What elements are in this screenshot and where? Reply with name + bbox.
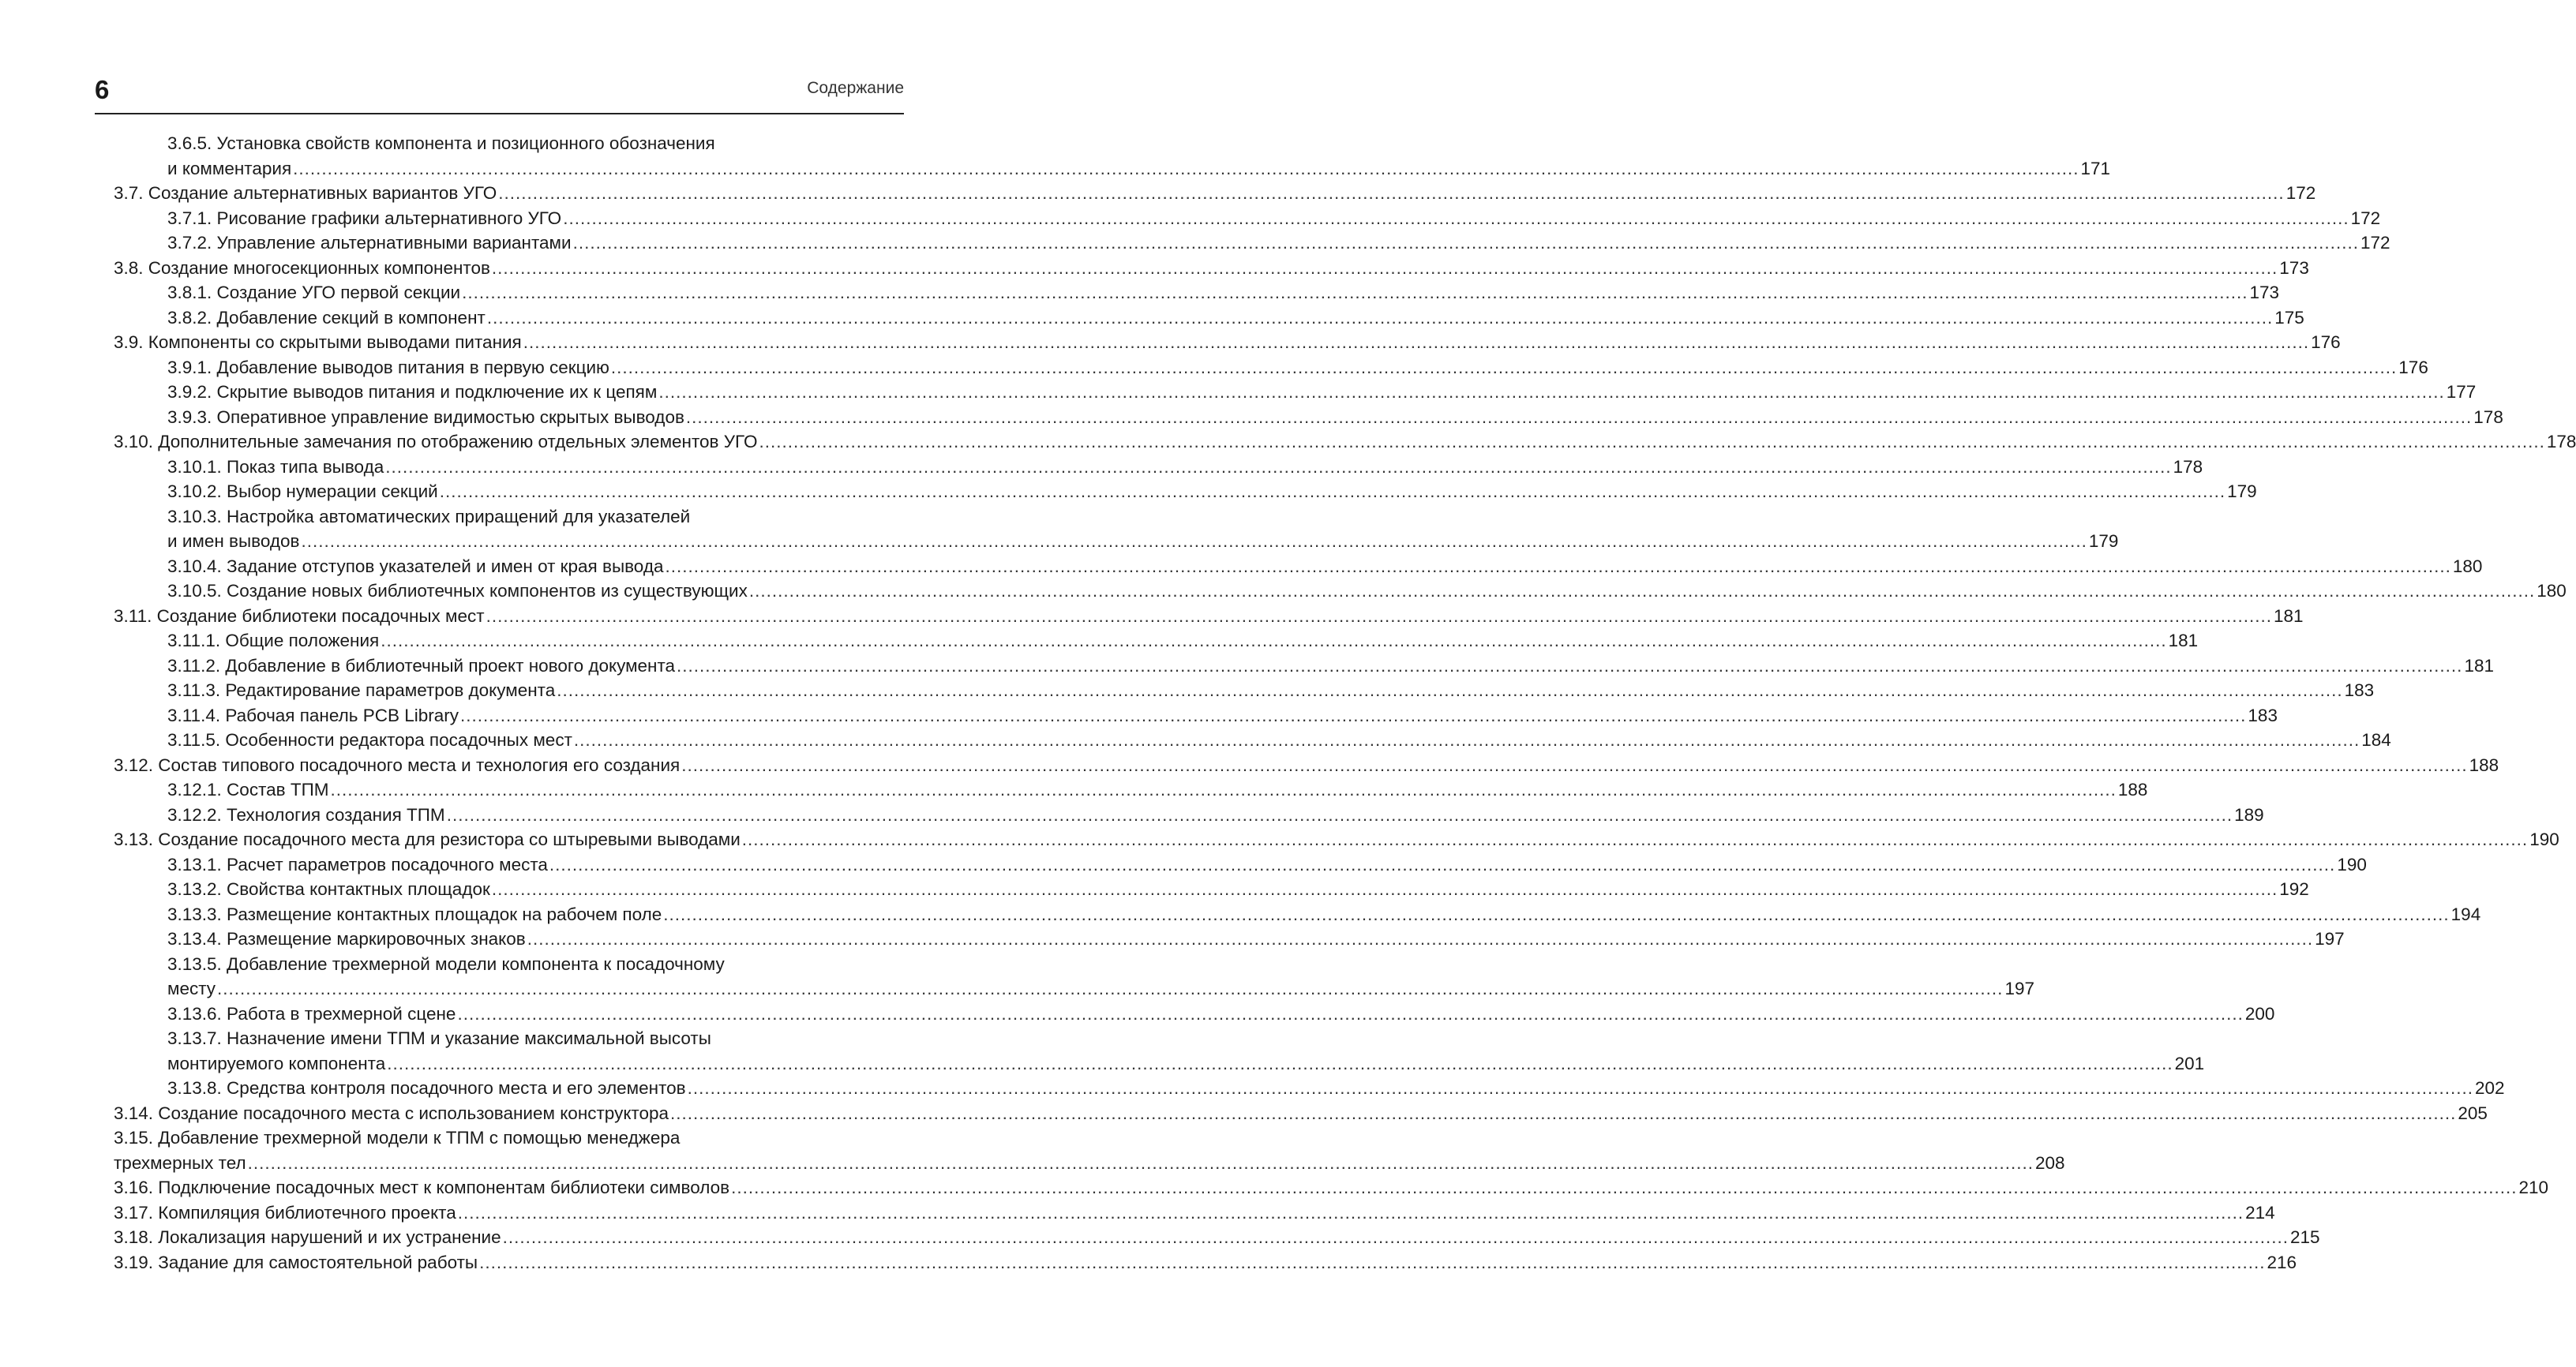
toc-entry-title: 3.10.2. Выбор нумерации секций <box>167 481 438 501</box>
toc-page-number: 197 <box>2004 979 2034 998</box>
toc-page-number: 210 <box>2518 1178 2549 1197</box>
toc-dot-leader <box>457 1002 2243 1027</box>
toc-entry-title: 3.13.3. Размещение контактных площадок на рабочем поле <box>167 904 662 924</box>
toc-entry[interactable] <box>114 504 2119 554</box>
toc-entry[interactable] <box>114 703 2278 728</box>
toc-entry[interactable] <box>114 455 2203 480</box>
page-number: 6 <box>95 75 110 104</box>
toc-entry[interactable] <box>114 1026 2205 1076</box>
toc-page-number: 172 <box>2360 233 2390 253</box>
toc-dot-leader <box>440 479 2225 504</box>
toc-entry[interactable] <box>114 1175 2549 1200</box>
toc-dot-leader <box>663 902 2449 927</box>
toc-dot-leader <box>749 579 2535 604</box>
toc-entry-title-continuation: и комментария <box>167 158 292 178</box>
toc-entry[interactable] <box>114 1250 2297 1275</box>
toc-entry-title: 3.13.1. Расчет параметров посадочного места <box>167 854 548 875</box>
toc-dot-leader <box>574 728 2360 753</box>
toc-entry-title: 3.13.7. Назначение имени ТПМ и указание максимальной высоты <box>167 1028 711 1048</box>
toc-entry-title: 3.11.2. Добавление в библиотечный проект нового документа <box>167 655 676 676</box>
toc-dot-leader <box>486 604 2272 629</box>
toc-entry-title: 3.12.1. Состав ТПМ <box>167 780 329 800</box>
toc-entry[interactable] <box>114 1076 2505 1101</box>
toc-entry[interactable] <box>114 1200 2275 1226</box>
toc-entry[interactable] <box>114 654 2494 679</box>
toc-entry[interactable] <box>114 803 2264 828</box>
toc-entry-title: 3.16. Подключение посадочных мест к компонентам библиотеки символов <box>114 1178 730 1197</box>
toc-page-number: 200 <box>2244 1003 2275 1024</box>
toc-entry-title-continuation: монтируемого компонента <box>167 1053 386 1073</box>
toc-entry-title: 3.11.1. Общие положения <box>167 631 380 650</box>
toc-entry-title: 3.13.5. Добавление трехмерной модели компонента к посадочному <box>167 953 725 974</box>
toc-entry-title: 3.10.3. Настройка автоматических приращений для указателей <box>167 506 691 526</box>
toc-dot-leader <box>381 628 2166 654</box>
toc-page-number: 216 <box>2267 1252 2297 1272</box>
toc-entry-title: 3.8.2. Добавление секций в компонент <box>167 307 486 328</box>
toc-entry-title: 3.11.4. Рабочая панель PCB Library <box>167 705 459 725</box>
toc-dot-leader <box>658 380 2444 405</box>
toc-dot-leader <box>331 777 2117 803</box>
toc-entry-title-continuation: трехмерных тел <box>114 1152 246 1173</box>
toc-page-number: 171 <box>2080 158 2111 178</box>
toc-dot-leader <box>563 206 2349 231</box>
toc-dot-leader <box>498 181 2284 206</box>
toc-page-number: 178 <box>2546 432 2576 451</box>
toc-entry[interactable] <box>114 927 2345 952</box>
toc-entry[interactable] <box>114 1125 2065 1175</box>
table-of-contents <box>114 131 2576 1275</box>
toc-entry[interactable] <box>114 852 2367 878</box>
toc-entry-title: 3.14. Создание посадочного места с использованием конструктора <box>114 1103 669 1123</box>
toc-page-number: 172 <box>2350 208 2381 228</box>
toc-entry[interactable] <box>114 131 2111 181</box>
toc-entry[interactable] <box>114 256 2309 281</box>
toc-entry[interactable] <box>114 628 2199 654</box>
toc-dot-leader <box>681 753 2467 778</box>
toc-dot-leader <box>742 827 2528 852</box>
toc-entry-title: 3.7.2. Управление альтернативными вариантами <box>167 233 572 253</box>
toc-page-number: 175 <box>2274 307 2304 328</box>
toc-dot-leader <box>677 654 2462 679</box>
toc-entry-title: 3.10.4. Задание отступов указателей и имен от края вывода <box>167 556 664 576</box>
toc-page-number: 183 <box>2344 680 2375 700</box>
toc-page-number: 197 <box>2315 929 2345 949</box>
toc-page-number: 181 <box>2168 631 2199 650</box>
toc-page-number: 173 <box>2279 257 2309 278</box>
toc-page-number: 177 <box>2446 382 2477 402</box>
toc-page-number: 172 <box>2285 183 2316 203</box>
toc-dot-leader <box>523 330 2309 355</box>
toc-page-number: 208 <box>2035 1152 2065 1173</box>
page-header <box>95 75 904 114</box>
toc-entry[interactable] <box>114 230 2390 256</box>
toc-entry-title: 3.15. Добавление трехмерной модели к ТПМ с помощью менеджера <box>114 1128 681 1148</box>
toc-page-number: 190 <box>2529 830 2559 849</box>
toc-entry[interactable] <box>114 604 2304 629</box>
toc-entry-title: 3.8.1. Создание УГО первой секции <box>167 283 461 302</box>
toc-page-number: 188 <box>2469 755 2499 775</box>
toc-entry-title: 3.10.5. Создание новых библиотечных компонентов из существующих <box>167 581 748 601</box>
toc-entry-title: 3.17. Компиляция библиотечного проекта <box>114 1202 456 1223</box>
toc-page-number: 181 <box>2274 605 2304 626</box>
toc-dot-leader <box>387 1051 2173 1077</box>
toc-page-number: 176 <box>2398 357 2428 377</box>
toc-entry[interactable] <box>114 479 2257 504</box>
toc-entry[interactable] <box>114 1101 2488 1126</box>
toc-entry[interactable] <box>114 753 2499 778</box>
toc-page-number: 181 <box>2464 655 2494 676</box>
toc-dot-leader <box>670 1101 2456 1126</box>
toc-entry-title: 3.13.2. Свойства контактных площадок <box>167 879 490 899</box>
toc-entry[interactable] <box>114 678 2375 703</box>
toc-entry[interactable] <box>114 579 2567 604</box>
toc-dot-leader <box>527 927 2313 952</box>
toc-page-number: 214 <box>2245 1202 2275 1223</box>
toc-entry[interactable] <box>114 728 2391 753</box>
toc-entry-title: 3.9.2. Скрытие выводов питания и подключение их к цепям <box>167 382 658 402</box>
toc-dot-leader <box>503 1225 2289 1250</box>
toc-entry[interactable] <box>114 827 2559 852</box>
toc-dot-leader <box>611 355 2397 380</box>
toc-entry-title: 3.10.1. Показ типа вывода <box>167 456 384 477</box>
toc-page-number: 180 <box>2537 581 2567 601</box>
toc-page-number: 183 <box>2248 705 2278 725</box>
toc-entry-title: 3.10. Дополнительные замечания по отображению отдельных элементов УГО <box>114 432 758 451</box>
toc-entry-title: 3.13.8. Средства контроля посадочного места и его элементов <box>167 1078 686 1098</box>
toc-dot-leader <box>458 1200 2244 1226</box>
toc-dot-leader <box>293 156 2079 182</box>
toc-entry-title: 3.12. Состав типового посадочного места и технология его создания <box>114 755 681 775</box>
toc-page-number: 192 <box>2279 879 2309 899</box>
toc-entry-title: 3.18. Локализация нарушений и их устранение <box>114 1227 501 1247</box>
toc-entry[interactable] <box>114 902 2481 927</box>
toc-dot-leader <box>573 230 2359 256</box>
toc-entry-title: 3.13. Создание посадочного места для резистора со штыревыми выводами <box>114 830 741 849</box>
toc-page-number: 179 <box>2088 531 2119 551</box>
toc-dot-leader <box>447 803 2233 828</box>
toc-page-number: 190 <box>2337 854 2367 875</box>
toc-page-number: 178 <box>2473 406 2503 427</box>
toc-entry[interactable] <box>114 952 2034 1002</box>
toc-page-number: 194 <box>2450 904 2481 924</box>
toc-dot-leader <box>686 405 2472 430</box>
toc-entry[interactable] <box>114 330 2341 355</box>
toc-dot-leader <box>492 256 2278 281</box>
toc-entry-title: 3.12.2. Технология создания ТПМ <box>167 804 445 825</box>
toc-dot-leader <box>665 554 2450 579</box>
toc-page-number: 178 <box>2173 456 2203 477</box>
toc-page-number: 189 <box>2234 804 2264 825</box>
toc-dot-leader <box>688 1076 2473 1101</box>
toc-entry-title: 3.7.1. Рисование графики альтернативного УГО <box>167 208 562 228</box>
toc-entry-title-continuation: месту <box>167 979 216 998</box>
toc-entry-title: 3.19. Задание для самостоятельной работы <box>114 1252 478 1272</box>
toc-page-number: 205 <box>2458 1103 2488 1123</box>
toc-entry-title-continuation: и имен выводов <box>167 531 300 551</box>
toc-entry[interactable] <box>114 305 2304 331</box>
toc-dot-leader <box>479 1250 2265 1275</box>
toc-entry[interactable] <box>114 877 2309 902</box>
toc-entry-title: 3.11.3. Редактирование параметров документа <box>167 680 556 700</box>
toc-entry[interactable] <box>114 429 2576 455</box>
toc-entry[interactable] <box>114 355 2428 380</box>
toc-entry-title: 3.11.5. Особенности редактора посадочных мест <box>167 730 572 750</box>
toc-entry[interactable] <box>114 1002 2275 1027</box>
toc-entry-title: 3.13.4. Размещение маркировочных знаков <box>167 929 526 949</box>
toc-entry-title: 3.9. Компоненты со скрытыми выводами питания <box>114 332 522 352</box>
toc-page-number: 202 <box>2474 1078 2505 1098</box>
toc-entry-title: 3.7. Создание альтернативных вариантов УГО <box>114 183 497 203</box>
toc-dot-leader <box>217 976 2003 1002</box>
toc-entry-title: 3.13.6. Работа в трехмерной сцене <box>167 1003 456 1024</box>
toc-page-number: 180 <box>2452 556 2483 576</box>
toc-page-number: 188 <box>2117 780 2148 800</box>
toc-entry[interactable] <box>114 380 2477 405</box>
toc-entry[interactable] <box>114 1225 2320 1250</box>
toc-entry[interactable] <box>114 777 2148 803</box>
toc-page-number: 215 <box>2289 1227 2320 1247</box>
toc-dot-leader <box>557 678 2342 703</box>
toc-page-number: 176 <box>2311 332 2341 352</box>
toc-dot-leader <box>492 877 2278 902</box>
toc-entry[interactable] <box>114 405 2503 430</box>
toc-dot-leader <box>302 529 2087 554</box>
toc-entry[interactable] <box>114 280 2280 305</box>
toc-dot-leader <box>759 429 2544 455</box>
toc-page-number: 179 <box>2227 481 2257 501</box>
toc-dot-leader <box>487 305 2273 331</box>
toc-page-number: 184 <box>2361 730 2391 750</box>
toc-entry-title: 3.9.1. Добавление выводов питания в первую секцию <box>167 357 609 377</box>
toc-page-number: 173 <box>2249 283 2280 302</box>
toc-entry-title: 3.11. Создание библиотеки посадочных мест <box>114 605 485 626</box>
toc-entry[interactable] <box>114 554 2483 579</box>
toc-entry-title: 3.8. Создание многосекционных компонентов <box>114 257 490 278</box>
toc-dot-leader <box>731 1175 2517 1200</box>
toc-dot-leader <box>549 852 2335 878</box>
toc-dot-leader <box>460 703 2246 728</box>
toc-dot-leader <box>385 455 2171 480</box>
toc-entry[interactable] <box>114 181 2316 206</box>
toc-page-number: 201 <box>2174 1053 2205 1073</box>
toc-entry[interactable] <box>114 206 2381 231</box>
toc-entry-title: 3.9.3. Оперативное управление видимостью скрытых выводов <box>167 406 684 427</box>
toc-entry-title: 3.6.5. Установка свойств компонента и позиционного обозначения <box>167 133 715 153</box>
toc-dot-leader <box>462 280 2248 305</box>
running-title: Содержание <box>807 79 904 97</box>
toc-dot-leader <box>248 1151 2034 1176</box>
